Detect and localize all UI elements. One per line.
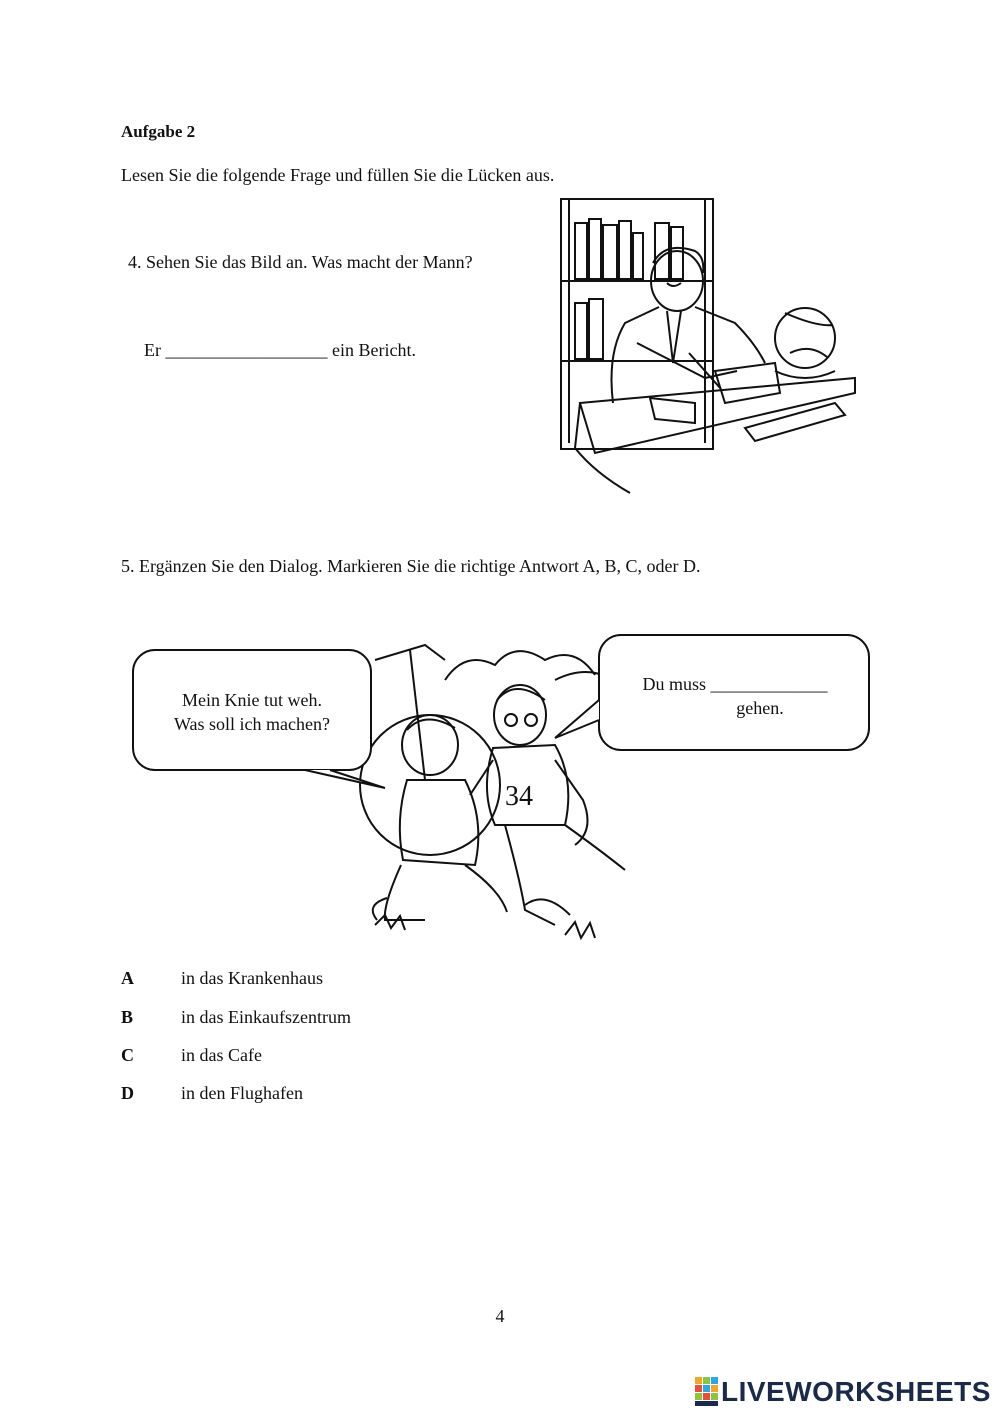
question-4-answer-line: Er __________________ ein Bericht. bbox=[144, 340, 416, 360]
question-4-prompt: 4. Sehen Sie das Bild an. Was macht der Mann? bbox=[128, 252, 473, 272]
left-bubble-line-1: Mein Knie tut weh. bbox=[182, 690, 322, 710]
right-bubble-line-2: gehen. bbox=[736, 698, 784, 718]
liveworksheets-logo-icon bbox=[695, 1377, 721, 1407]
option-b-letter: B bbox=[121, 1007, 134, 1027]
task-instruction: Lesen Sie die folgende Frage und füllen Sie die Lücken aus. bbox=[121, 165, 555, 185]
left-bubble-line-2: Was soll ich machen? bbox=[174, 714, 330, 734]
liveworksheets-logo bbox=[695, 1375, 991, 1409]
question-5-prompt: 5. Ergänzen Sie den Dialog. Markieren Sie die richtige Antwort A, B, C, oder D. bbox=[121, 556, 701, 576]
option-a-letter: A bbox=[121, 968, 134, 988]
left-speech-bubble bbox=[133, 688, 371, 736]
option-c-letter: C bbox=[121, 1045, 134, 1065]
page-number: 4 bbox=[495, 1306, 505, 1326]
man-writing-illustration bbox=[555, 193, 865, 503]
boys-dialog-illustration bbox=[125, 620, 880, 960]
option-d-letter: D bbox=[121, 1083, 134, 1103]
task-heading: Aufgabe 2 bbox=[121, 122, 196, 141]
option-c-text: in das Cafe bbox=[181, 1045, 262, 1065]
right-speech-bubble bbox=[610, 672, 860, 720]
shirt-number: 34 bbox=[505, 781, 533, 812]
right-bubble-line-1: Du muss _____________ bbox=[642, 674, 828, 694]
liveworksheets-logo-text: LIVEWORKSHEETS bbox=[721, 1376, 991, 1407]
option-d-text: in den Flughafen bbox=[181, 1083, 303, 1103]
option-b-text: in das Einkaufszentrum bbox=[181, 1007, 351, 1027]
option-a-text: in das Krankenhaus bbox=[181, 968, 323, 988]
